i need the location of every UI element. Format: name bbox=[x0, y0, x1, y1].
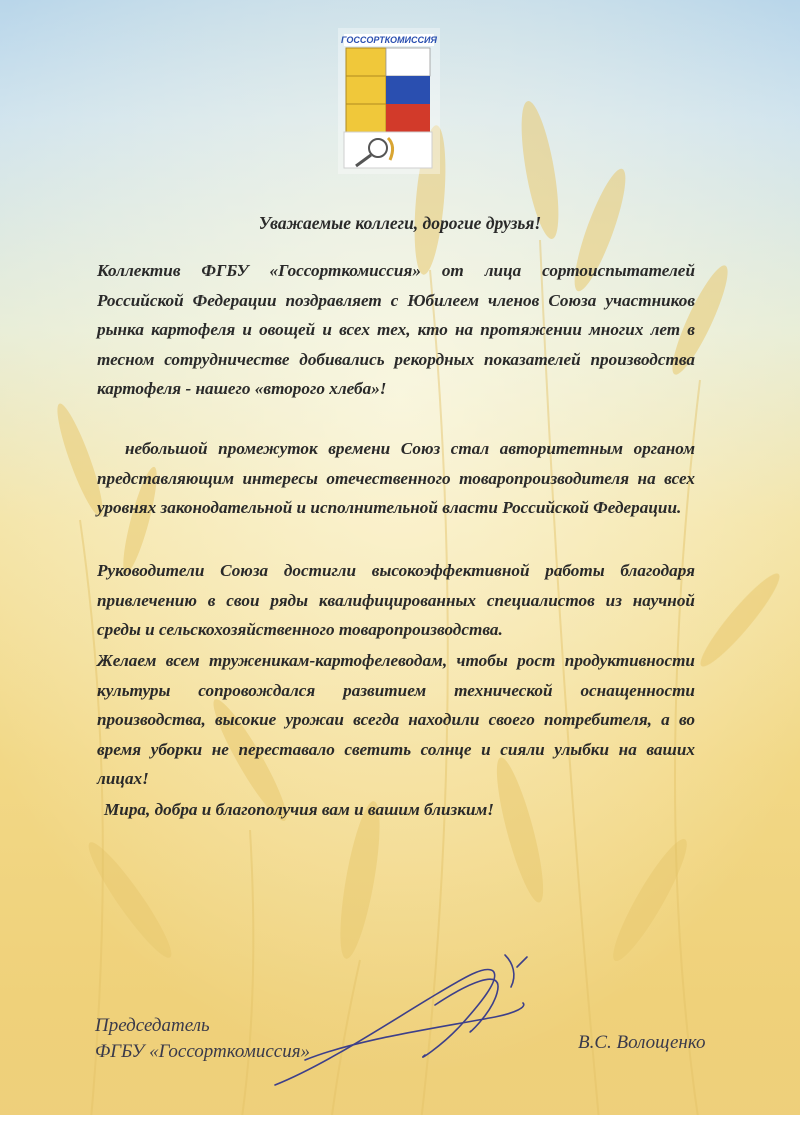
signature-role-line-1: Председатель bbox=[95, 1015, 210, 1036]
letter-paragraph-1: Коллектив ФГБУ «Госсорткомиссия» от лица сортоиспытателей Российской Федерации поздравляет с Юбилеем членов Союза участников рынка картофеля и овощей и всех тех, кто на протяжении многих лет в тесном сотрудничестве добивались рекордных показателей производства картофеля - нашего «второго хлеба»! bbox=[97, 261, 695, 398]
letter-greeting: Уважаемые коллеги, дорогие друзья! bbox=[258, 213, 542, 233]
svg-text:ГОССОРТКОМИССИЯ: ГОССОРТКОМИССИЯ bbox=[341, 35, 437, 45]
handwritten-signature bbox=[265, 945, 545, 1090]
signature-role-line-2: ФГБУ «Госсорткомиссия» bbox=[95, 1041, 311, 1062]
signatory-name: В.С. Волощенко bbox=[578, 1032, 706, 1053]
letter-paragraph-3: Руководители Союза достигли высокоэффективной работы благодаря привлечению в свои ряды квалифицированных специалистов из научной среды и сельскохозяйственного товаропроизводства. bbox=[97, 561, 695, 639]
letter-paragraph-2: небольшой промежуток времени Союз стал авторитетным органом представляющим интересы отечественного товаропроизводителя на всех уровнях законодательной и исполнительной власти Российской Федерации. bbox=[97, 439, 695, 517]
letter-paragraph-5: Мира, добра и благополучия вам и вашим близким! bbox=[104, 800, 494, 819]
gossortkomissiya-emblem bbox=[338, 28, 440, 174]
letter-paragraph-4: Желаем всем труженикам-картофелеводам, чтобы рост продуктивности культуры сопровождался развитием технической оснащенности производства, высокие урожаи всегда находили своего потребителя, а во время уборки не переставало светить солнце и сияли улыбки на ваших лицах! bbox=[97, 651, 695, 788]
